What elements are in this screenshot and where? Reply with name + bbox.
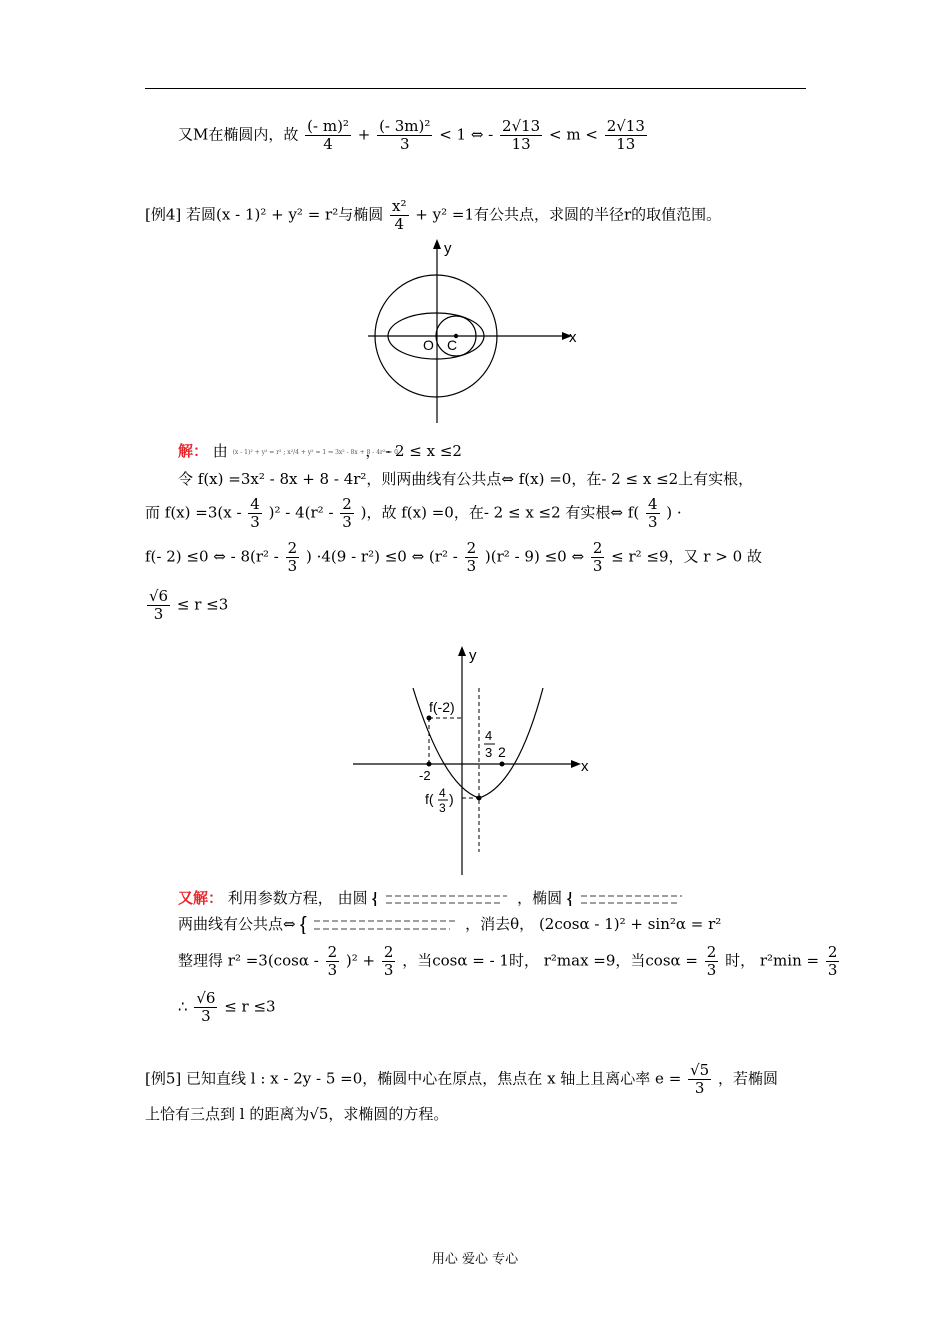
text: )² + <box>345 951 376 970</box>
example-5-line-2 <box>145 1104 448 1124</box>
fraction: $\frac{2}{3}$ <box>706 943 717 979</box>
param-system-equal <box>300 916 460 934</box>
label-4-over-3-den: 3 <box>485 745 493 760</box>
text: 上恰有三点到 l 的距离为√5，求椭圆的方程。 <box>145 1105 449 1123</box>
fraction: $\frac{2}{3}$ <box>466 539 477 575</box>
fraction: $\frac{2}{3}$ <box>327 943 338 979</box>
alt-solution-line-2 <box>178 914 721 934</box>
text: )² - 4(r² - <box>268 503 334 522</box>
x-axis-label: x <box>581 758 589 775</box>
text: 时， r²min = <box>725 951 820 970</box>
y-axis-arrow <box>458 646 466 656</box>
example-label: [例5] <box>145 1069 182 1088</box>
text: < m < <box>549 125 598 144</box>
param-system-ellipse <box>567 892 687 906</box>
figure-parabola <box>345 640 605 880</box>
fraction: $\frac{2}{3}$ <box>287 539 298 575</box>
header-rule <box>145 88 806 89</box>
example-4-line <box>145 198 721 233</box>
text: 利用参数方程， 由圆 <box>227 889 368 907</box>
label-f-4-3-prefix: f( <box>425 791 434 807</box>
fraction: $\frac{4}{3}$ <box>250 495 260 531</box>
fraction: $\frac{√6}{3}$ <box>149 587 169 623</box>
fraction: $\frac{2√13}{13}$ <box>606 117 645 153</box>
text: )，故 f(x) =0，在- 2 ≤ x ≤2 有实根⇔ f( <box>360 503 640 522</box>
svg-text:{: { <box>372 892 380 906</box>
label-2: 2 <box>498 744 506 760</box>
fraction: $\frac{4}{3}$ <box>647 495 658 531</box>
text: ) ·4(9 - r²) ≤0 ⇔ (r² - <box>305 547 458 566</box>
text: ，消去θ， (2cosα - 1)² + sin²α = r² <box>465 915 722 933</box>
text: ≤ r ≤3 <box>224 997 276 1016</box>
solution-heading: 解： <box>178 442 209 460</box>
y-axis-arrow <box>433 239 441 249</box>
text: f(- 2) ≤0 ⇔ - 8(r² - <box>145 547 279 566</box>
text: 整理得 r² =3(cosα - <box>178 951 319 970</box>
label-f-4-3-suffix: ) <box>449 791 454 807</box>
svg-text:{: { <box>566 892 574 906</box>
x-axis-arrow <box>571 760 581 768</box>
example-label: [例4] <box>145 205 182 224</box>
label-neg2: -2 <box>419 768 431 783</box>
example-5-line-1 <box>145 1062 778 1097</box>
text: + <box>357 125 371 144</box>
point-2 <box>500 762 505 767</box>
text: 令 f(x) =3x² - 8x + 8 - 4r²，则两曲线有公共点⇔ f(x) =0，在- 2 ≤ x ≤2上有实根， <box>178 470 754 488</box>
text: ，椭圆 <box>517 889 563 907</box>
x-axis-label: x <box>569 329 577 346</box>
origin-label: O <box>423 337 434 353</box>
text: 由 <box>212 442 228 460</box>
center-label: C <box>447 337 458 353</box>
text: < 1 ⇔ - <box>439 125 494 144</box>
text: + y² =1有公共点，求圆的半径r的取值范围。 <box>415 205 722 224</box>
text-line-1 <box>178 118 649 153</box>
text: ， - 2 ≤ x ≤2 <box>365 442 462 460</box>
fraction: $\frac{√5}{3}$ <box>690 1061 710 1097</box>
text: ∴ <box>178 997 188 1016</box>
text: ，当cosα = - 1时， r²max =9，当cosα = <box>402 951 698 970</box>
y-axis-label: y <box>444 240 452 257</box>
solution-line-4 <box>145 540 762 575</box>
equation-system: (x - 1)² + y² = r² ; x²/4 + y² = 1 ⇒ 3x² - 8x + 8 - 4r² = 0 <box>232 448 398 456</box>
alt-solution-heading: 又解： <box>178 889 224 907</box>
footer: 用心 爱心 专心 <box>431 1252 519 1267</box>
svg-text:{: { <box>300 916 308 934</box>
text: )(r² - 9) ≤0 ⇔ <box>484 547 585 566</box>
y-axis-label: y <box>469 647 477 664</box>
point-f-neg2 <box>427 716 432 721</box>
label-f-4-3-num: 4 <box>439 786 446 800</box>
figure-circle-ellipse <box>360 235 590 430</box>
fraction: $\frac{2√13}{13}$ <box>502 117 541 153</box>
alt-solution-line-1 <box>178 888 687 908</box>
solution-line-1 <box>178 441 462 461</box>
text: 若圆(x - 1)² + y² = r²与椭圆 <box>186 205 384 224</box>
fraction: $\frac{\text{(- 3m)²}}{3}$ <box>379 117 431 153</box>
solution-line-3 <box>145 496 682 531</box>
text: ) · <box>666 503 682 522</box>
param-system-circle <box>372 892 512 906</box>
fraction: $\frac{\text{(- m)²}}{4}$ <box>307 117 349 153</box>
label-4-over-3-num: 4 <box>485 728 493 743</box>
fraction: $\frac{2}{3}$ <box>827 943 838 979</box>
text: 已知直线 l : x - 2y - 5 =0，椭圆中心在原点，焦点在 x 轴上且离心率 e = <box>186 1069 682 1088</box>
solution-line-2 <box>178 469 753 489</box>
text: ≤ r ≤3 <box>176 595 229 614</box>
text: ，若椭圆 <box>717 1069 778 1088</box>
fraction: $\frac{√6}{3}$ <box>196 989 216 1025</box>
fraction: $\frac{2}{3}$ <box>592 539 603 575</box>
alt-solution-line-4 <box>178 990 276 1025</box>
alt-solution-line-3 <box>178 944 841 979</box>
fraction: $\frac{2}{3}$ <box>383 943 394 979</box>
point-neg2 <box>427 762 432 767</box>
solution-line-5 <box>145 588 228 623</box>
text: ≤ r² ≤9，又 r > 0 故 <box>611 547 762 566</box>
point-vertex <box>477 796 482 801</box>
text: 而 f(x) =3(x - <box>145 503 242 522</box>
text: 又M在椭圆内，故 <box>178 125 299 144</box>
label-f-neg2: f(-2) <box>429 699 455 715</box>
fraction: $\frac{\text{x²}}{4}$ <box>392 197 407 233</box>
text: 两曲线有公共点⇔ <box>178 915 296 933</box>
label-f-4-3-den: 3 <box>439 801 446 815</box>
fraction: $\frac{2}{3}$ <box>342 495 352 531</box>
